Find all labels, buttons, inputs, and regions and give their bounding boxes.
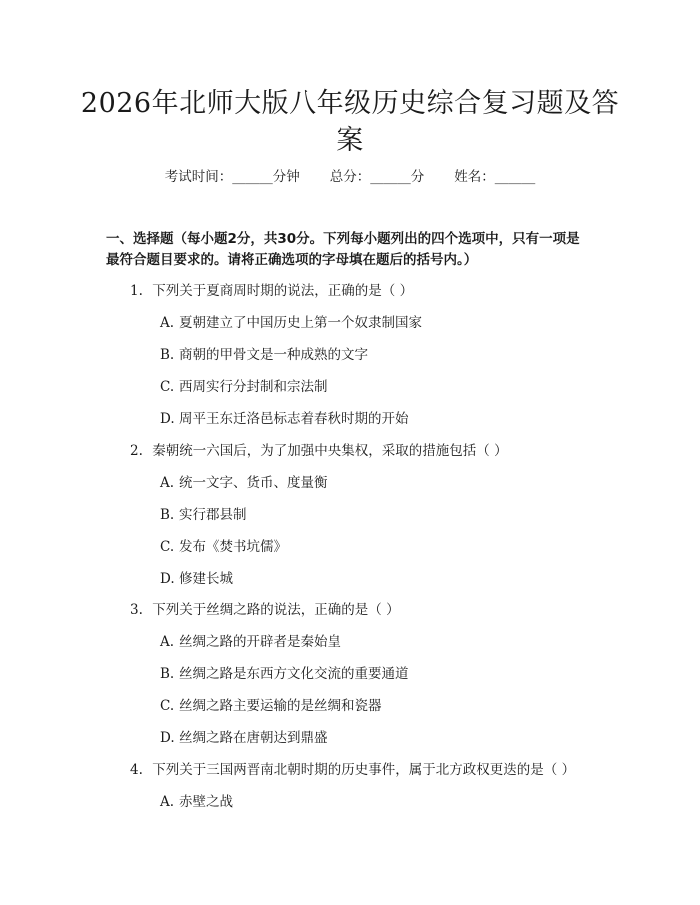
option-letter: A. <box>160 315 175 331</box>
option-letter: A. <box>160 634 175 650</box>
question-4 <box>130 760 575 780</box>
score-unit: 分 <box>410 169 425 185</box>
option-letter: D. <box>160 411 175 427</box>
option-letter: D. <box>160 730 175 746</box>
option-text: 丝绸之路是东西方文化交流的重要通道 <box>179 666 409 682</box>
question-3 <box>130 600 400 620</box>
score-blank: ______ <box>370 169 411 185</box>
question-text: 下列关于夏商周时期的说法，正确的是（ ） <box>152 283 414 299</box>
option-letter: A. <box>160 475 175 491</box>
name-blank: ______ <box>494 169 536 185</box>
exam-info-line <box>0 167 700 187</box>
time-unit: 分钟 <box>272 169 300 185</box>
option-text: 实行郡县制 <box>179 507 247 523</box>
time-blank: ______ <box>232 169 273 185</box>
option-text: 丝绸之路主要运输的是丝绸和瓷器 <box>179 698 382 714</box>
question-text: 下列关于丝绸之路的说法，正确的是（ ） <box>152 602 400 618</box>
option-text: 统一文字、货币、度量衡 <box>179 475 328 491</box>
page-title: 2026年北师大版八年级历史综合复习题及答 <box>80 88 620 119</box>
option-text: 丝绸之路在唐朝达到鼎盛 <box>179 730 328 746</box>
option-2a <box>160 473 328 493</box>
option-letter: B. <box>160 507 175 523</box>
option-3d <box>160 728 328 748</box>
question-number: 3. <box>130 602 143 618</box>
option-text: 丝绸之路的开辟者是秦始皇 <box>179 634 341 650</box>
option-1a <box>160 313 422 333</box>
time-label: 考试时间： <box>164 169 233 185</box>
option-1d <box>160 409 409 429</box>
option-text: 周平王东迁洛邑标志着春秋时期的开始 <box>179 411 409 427</box>
option-1b <box>160 345 368 365</box>
option-text: 修建长城 <box>179 571 233 587</box>
option-letter: A. <box>160 794 175 810</box>
option-text: 夏朝建立了中国历史上第一个奴隶制国家 <box>179 315 422 331</box>
option-letter: B. <box>160 347 175 363</box>
option-3c <box>160 696 382 716</box>
option-4a <box>160 792 233 812</box>
option-2d <box>160 569 233 589</box>
option-text: 发布《焚书坑儒》 <box>179 539 287 555</box>
question-number: 1. <box>130 283 143 299</box>
option-3b <box>160 664 409 684</box>
question-1 <box>130 281 413 301</box>
option-3a <box>160 632 341 652</box>
page-title-continued: 案 <box>336 125 364 156</box>
option-letter: C. <box>160 379 175 395</box>
option-text: 商朝的甲骨文是一种成熟的文字 <box>179 347 368 363</box>
question-text: 下列关于三国两晋南北朝时期的历史事件，属于北方政权更迭的是（ ） <box>152 762 576 778</box>
option-2c <box>160 537 287 557</box>
section-heading-continued: 最符合题目要求的。请将正确选项的字母填在题后的括号内。） <box>106 252 478 268</box>
name-label: 姓名： <box>454 169 495 185</box>
option-letter: B. <box>160 666 175 682</box>
option-1c <box>160 377 328 397</box>
question-number: 2. <box>130 443 143 459</box>
score-label: 总分： <box>329 169 371 185</box>
question-text: 秦朝统一六国后，为了加强中央集权，采取的措施包括（ ） <box>152 443 508 459</box>
option-2b <box>160 505 247 525</box>
option-text: 西周实行分封制和宗法制 <box>179 379 328 395</box>
option-text: 赤壁之战 <box>179 794 233 810</box>
question-2 <box>130 441 508 461</box>
section-heading: 一、选择题（每小题2分，共30分。下列每小题列出的四个选项中，只有一项是 <box>106 231 580 247</box>
question-number: 4. <box>130 762 143 778</box>
option-letter: C. <box>160 539 175 555</box>
option-letter: C. <box>160 698 175 714</box>
option-letter: D. <box>160 571 175 587</box>
